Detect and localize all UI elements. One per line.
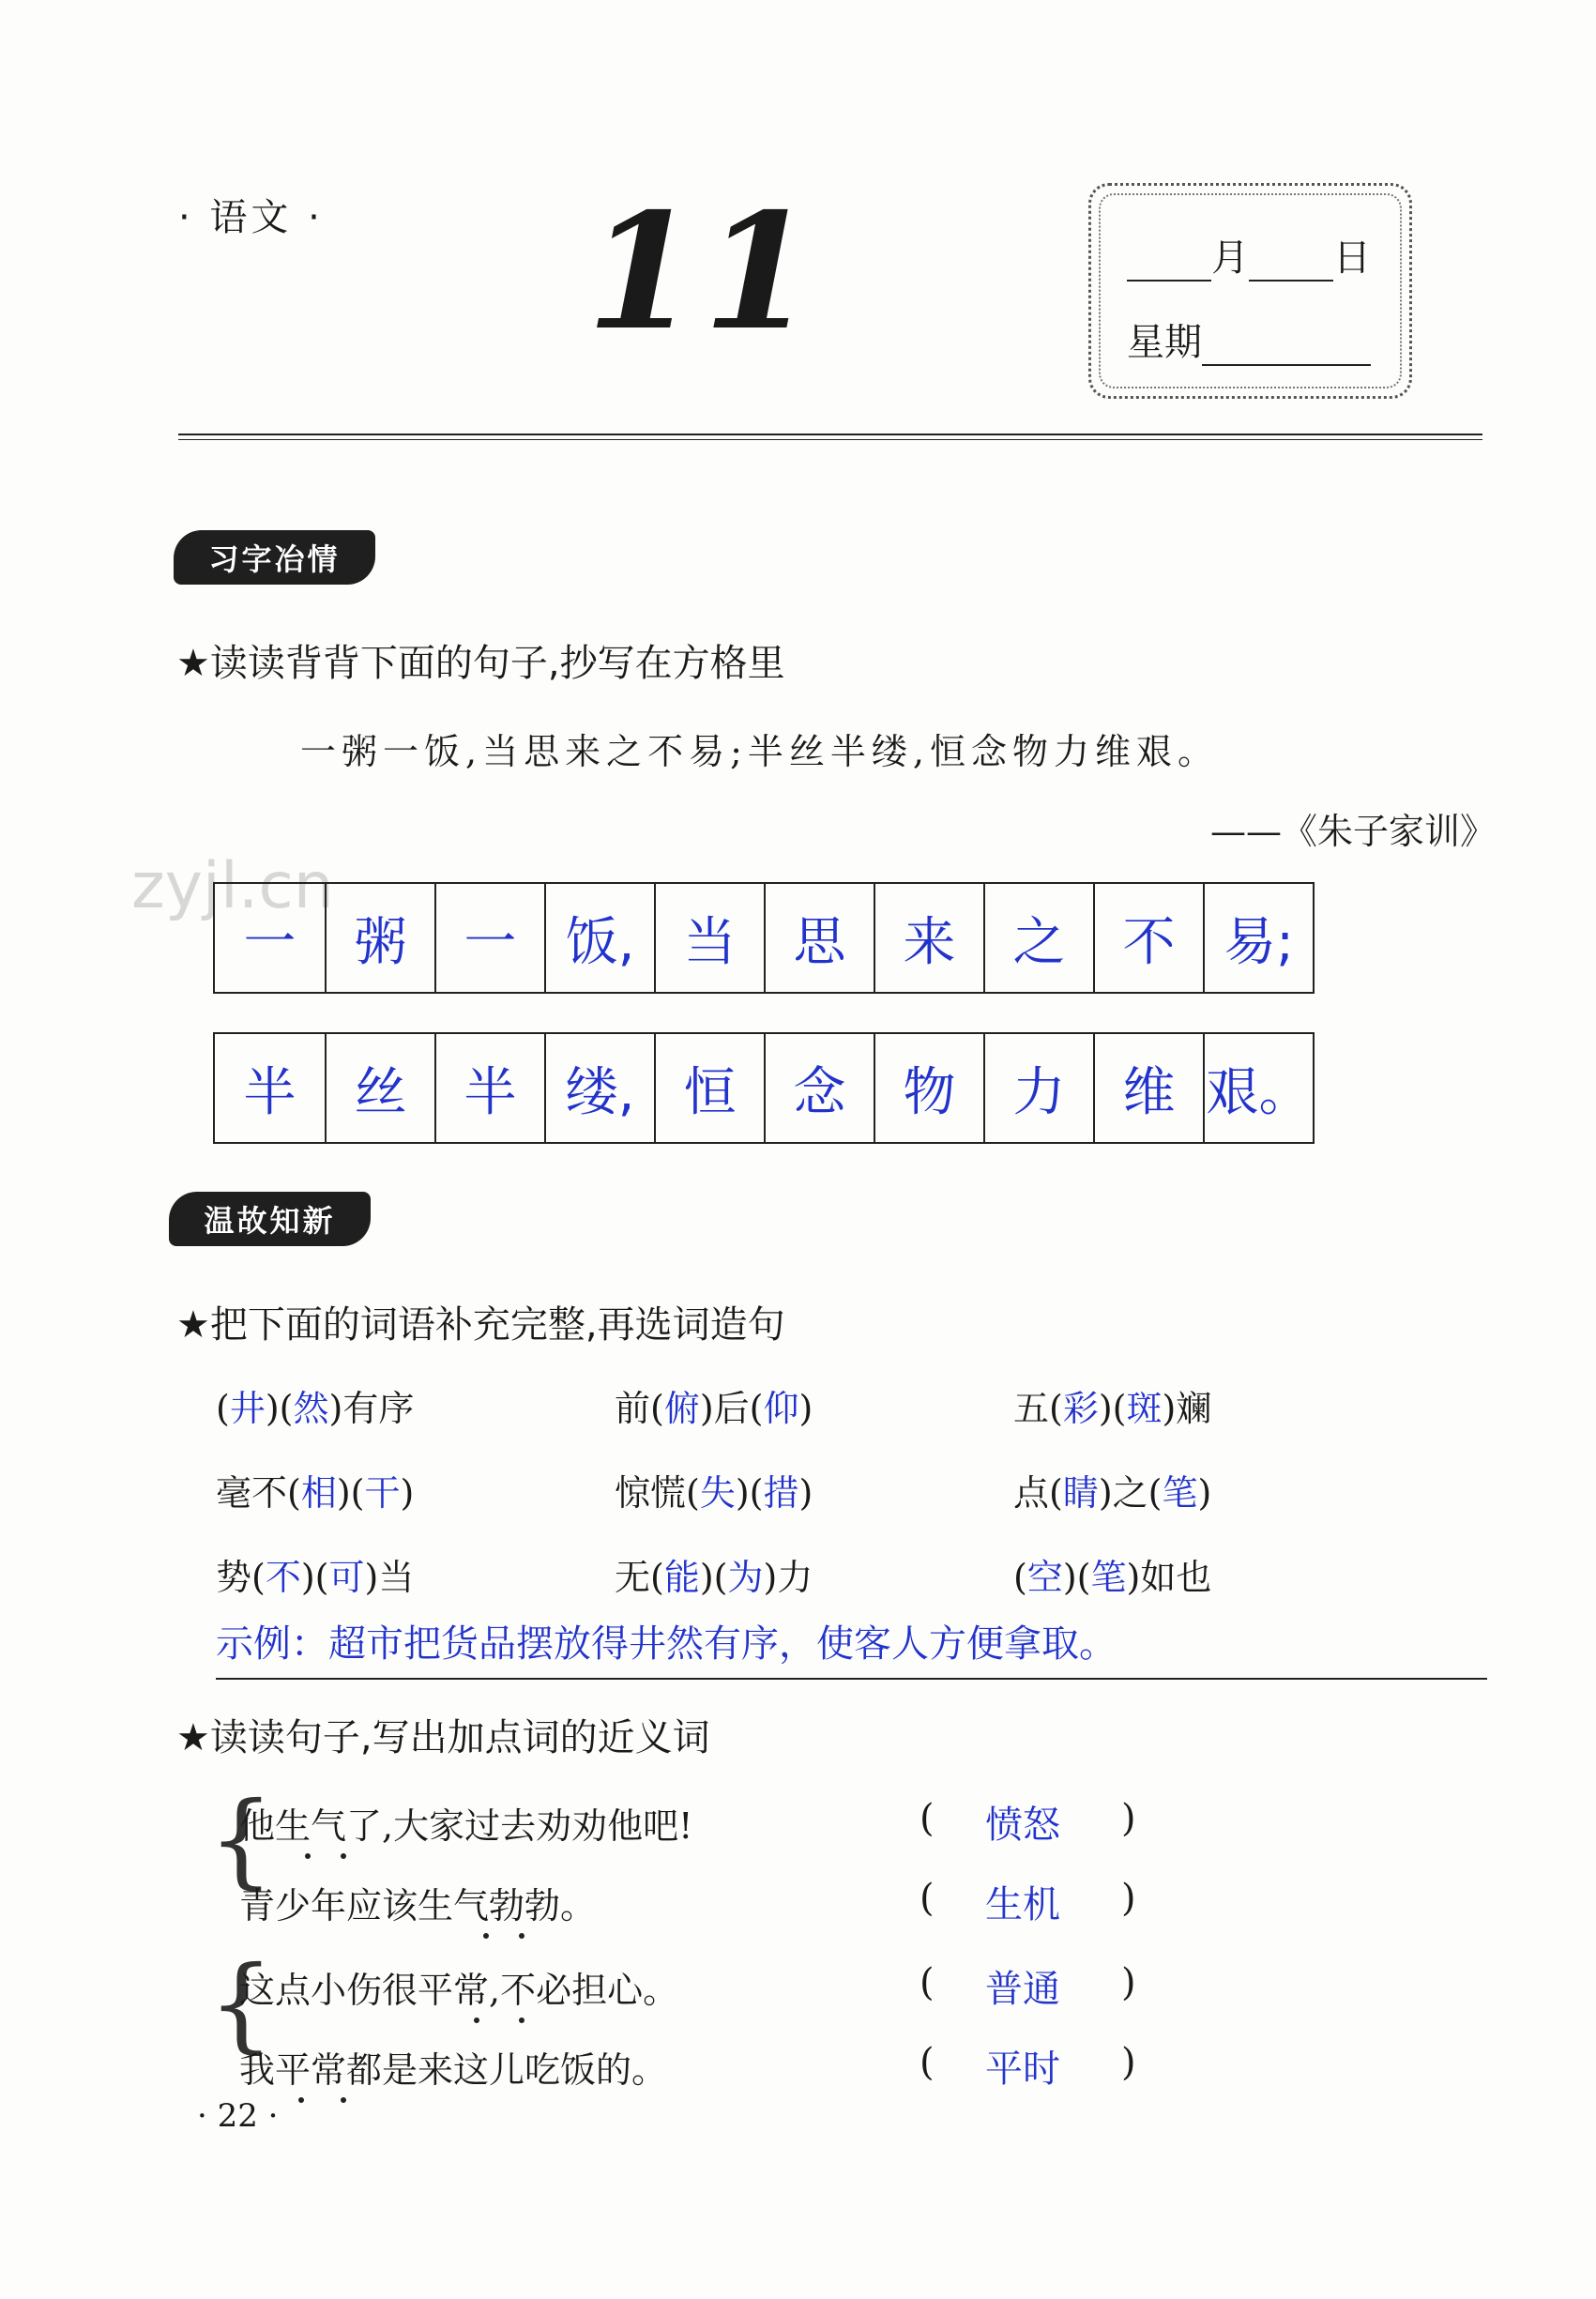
idiom: (空)(笔)如也	[1013, 1557, 1212, 1598]
idiom-answer[interactable]: 空	[1026, 1557, 1063, 1598]
paren-close: )	[1121, 1877, 1136, 1920]
task-complete-idioms: ★把下面的词语补充完整,再选词造句	[176, 1303, 785, 1347]
page-number: · 22 ·	[197, 2097, 279, 2135]
grid-cell[interactable]: 思	[764, 884, 874, 992]
grid-cell[interactable]: 之	[983, 884, 1093, 992]
answer-line	[216, 1678, 1487, 1680]
paren-close: )	[1121, 1797, 1136, 1840]
idiom: 前(俯)后(仰)	[615, 1388, 813, 1429]
day-blank[interactable]	[1249, 244, 1333, 282]
paren-close: )	[1121, 1961, 1136, 2004]
idiom-answer[interactable]: 相	[300, 1472, 337, 1514]
header-divider	[178, 434, 1482, 435]
sentence: 他生气了,大家过去劝劝他吧!	[239, 1805, 693, 1847]
paren-close: )	[1121, 2041, 1136, 2084]
idiom: 无(能)(为)力	[615, 1557, 813, 1598]
emphasis-dot	[519, 1933, 524, 1939]
idiom-answer[interactable]: 措	[763, 1472, 799, 1514]
sentence: 我平常都是来这儿吃饭的。	[239, 2049, 668, 2091]
idiom: 毫不(相)(干)	[216, 1472, 415, 1514]
idiom-answer[interactable]: 俯	[663, 1388, 700, 1429]
grid-cell[interactable]: 一	[434, 884, 544, 992]
day-label: 日	[1333, 236, 1371, 280]
grid-cell[interactable]: 半	[243, 1061, 296, 1123]
sentence: 青少年应该生气勃勃。	[239, 1885, 597, 1926]
idiom-answer[interactable]: 不	[265, 1557, 301, 1598]
idiom-answer[interactable]: 斑	[1126, 1388, 1163, 1429]
grid-cell[interactable]: 来	[874, 884, 983, 992]
section-banner-practice: 习字冶情	[174, 530, 375, 585]
header-divider-thin	[178, 439, 1482, 440]
idiom: 惊慌(失)(措)	[615, 1472, 813, 1514]
idiom: 势(不)(可)当	[216, 1557, 415, 1598]
weekday-row	[1127, 312, 1371, 366]
example-sentence[interactable]: 示例：超市把货品摆放得井然有序，使客人方便拿取。	[216, 1622, 1117, 1666]
emphasis-dot	[474, 2017, 479, 2023]
emphasis-dot	[483, 1933, 489, 1939]
idiom-answer[interactable]: 井	[229, 1388, 266, 1429]
weekday-label: 星期	[1127, 321, 1202, 364]
poem-text: 一粥一饭,当思来之不易;半丝半缕,恒念物力维艰。	[300, 731, 1219, 772]
grid-cell[interactable]: 力	[983, 1034, 1093, 1142]
idiom-answer[interactable]: 仰	[763, 1388, 799, 1429]
grid-cell[interactable]: 粥	[325, 884, 434, 992]
subject-label: · 语文 ·	[178, 196, 324, 239]
month-blank[interactable]	[1127, 244, 1211, 282]
grid-cell[interactable]: 当	[654, 884, 764, 992]
emphasis-dot	[341, 1853, 346, 1859]
idiom-answer[interactable]: 笔	[1090, 1557, 1127, 1598]
synonym-answer[interactable]: 愤怒	[985, 1804, 1060, 1847]
idiom: 点(睛)之(笔)	[1013, 1472, 1212, 1514]
month-label: 月	[1211, 236, 1249, 280]
idiom-answer[interactable]: 然	[293, 1388, 329, 1429]
emphasis-dot	[519, 2017, 524, 2023]
paren-open: (	[920, 1877, 935, 1920]
watermark: zyjl.cn	[131, 849, 334, 923]
task-synonyms: ★读读句子,写出加点词的近义词	[176, 1716, 710, 1759]
grid-cell[interactable]: 念	[764, 1034, 874, 1142]
emphasis-dot	[341, 2097, 346, 2103]
idiom-answer[interactable]: 干	[364, 1472, 401, 1514]
idiom-answer[interactable]: 失	[699, 1472, 736, 1514]
idiom-answer[interactable]: 睛	[1062, 1472, 1099, 1514]
idiom-answer[interactable]: 可	[328, 1557, 365, 1598]
writing-grid-row-2	[213, 1032, 1315, 1144]
grid-cell[interactable]: 维	[1093, 1034, 1203, 1142]
idiom: 五(彩)(斑)斓	[1013, 1388, 1212, 1429]
paren-open: (	[920, 1961, 935, 2004]
writing-grid-row-1	[213, 882, 1315, 994]
brace-icon: {	[208, 1779, 274, 1899]
synonym-answer[interactable]: 生机	[985, 1883, 1060, 1926]
paren-open: (	[920, 2041, 935, 2084]
poem-source: ——《朱子家训》	[1210, 811, 1497, 852]
sentence: 这点小伤很平常,不必担心。	[239, 1970, 679, 2011]
grid-cell[interactable]: 丝	[325, 1034, 434, 1142]
emphasis-dot	[305, 1853, 311, 1859]
grid-cell[interactable]: 物	[874, 1034, 983, 1142]
grid-cell[interactable]: 缕,	[544, 1034, 654, 1142]
grid-cell[interactable]: 半	[434, 1034, 544, 1142]
task-copy-sentence: ★读读背背下面的句子,抄写在方格里	[176, 642, 785, 685]
grid-cell[interactable]: 不	[1093, 884, 1203, 992]
idiom-answer[interactable]: 彩	[1062, 1388, 1099, 1429]
grid-cell[interactable]: 艰。	[1203, 1034, 1313, 1142]
weekday-blank[interactable]	[1202, 328, 1371, 366]
brace-icon: {	[208, 1943, 274, 2063]
synonym-answer[interactable]: 平时	[985, 2048, 1060, 2091]
date-box	[1088, 183, 1412, 399]
idiom: (井)(然)有序	[216, 1388, 415, 1429]
grid-cell[interactable]: 易;	[1203, 884, 1313, 992]
section-banner-review: 温故知新	[169, 1192, 371, 1246]
grid-cell[interactable]: 饭,	[544, 884, 654, 992]
idiom-answer[interactable]: 为	[727, 1557, 764, 1598]
emphasis-dot	[298, 2097, 304, 2103]
idiom-answer[interactable]: 能	[663, 1557, 700, 1598]
lesson-number: 11	[586, 178, 820, 366]
synonym-answer[interactable]: 普通	[985, 1968, 1060, 2011]
date-month-day-row	[1127, 228, 1371, 282]
grid-cell[interactable]: 一	[243, 911, 296, 973]
grid-cell[interactable]: 恒	[654, 1034, 764, 1142]
idiom-answer[interactable]: 笔	[1162, 1472, 1198, 1514]
paren-open: (	[920, 1797, 935, 1840]
